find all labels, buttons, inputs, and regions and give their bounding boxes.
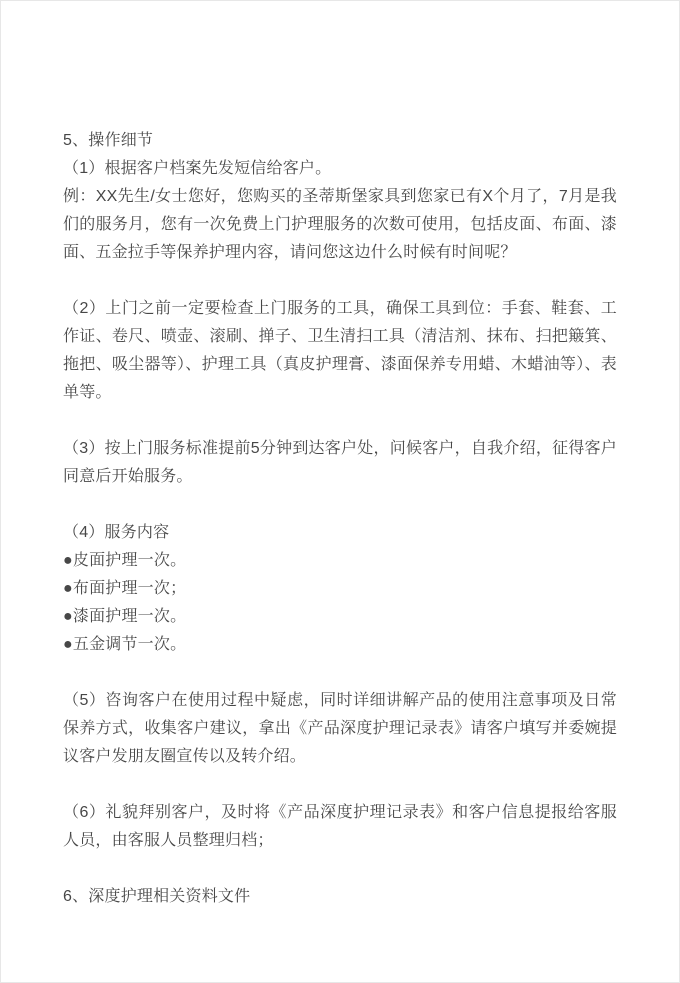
step-6-farewell-and-archive [63,799,617,855]
paragraph-line: ●五金调节一次。 [63,636,187,653]
step-3-arrival [63,435,617,491]
document-body [1,1,679,911]
section-5-heading-and-step-1 [63,127,617,267]
section-6-heading [63,883,617,911]
step-5-consult-and-record [63,687,617,771]
paragraph-line: 6、深度护理相关资料文件 [63,888,251,905]
paragraph-line: ●皮面护理一次。 [63,552,187,569]
paragraph-line: ●漆面护理一次。 [63,608,187,625]
paragraph-line: （5）咨询客户在使用过程中疑虑，同时详细讲解产品的使用注意事项及日常保养方式，收集客户建议，拿出《产品深度护理记录表》请客户填写并委婉提议客户发朋友圈宣传以及转介绍。 [63,692,617,765]
paragraph-line: 例：XX先生/女士您好，您购买的圣蒂斯堡家具到您家已有X个月了，7月是我们的服务月，您有一次免费上门护理服务的次数可使用，包括皮面、布面、漆面、五金拉手等保养护理内容，请问您这边什么时候有时间呢？ [63,188,617,261]
paragraph-line: （4）服务内容 [63,524,170,541]
step-2-tool-check [63,295,617,407]
paragraph-line: ●布面护理一次； [63,580,187,597]
paragraph-line: 5、操作细节 [63,132,154,149]
paragraph-line: （1）根据客户档案先发短信给客户。 [63,160,332,177]
paragraph-line: （3）按上门服务标准提前5分钟到达客户处，问候客户，自我介绍，征得客户同意后开始服务。 [63,440,617,485]
step-4-service-content [63,519,617,659]
paragraph-line: （2）上门之前一定要检查上门服务的工具，确保工具到位：手套、鞋套、工作证、卷尺、喷壶、滚刷、掸子、卫生清扫工具（清洁剂、抹布、扫把簸箕、拖把、吸尘器等）、护理工具（真皮护理膏、漆面保养专用蜡、木蜡油等）、表单等。 [63,300,617,401]
paragraph-line: （6）礼貌拜别客户，及时将《产品深度护理记录表》和客户信息提报给客服人员，由客服人员整理归档； [63,804,617,849]
